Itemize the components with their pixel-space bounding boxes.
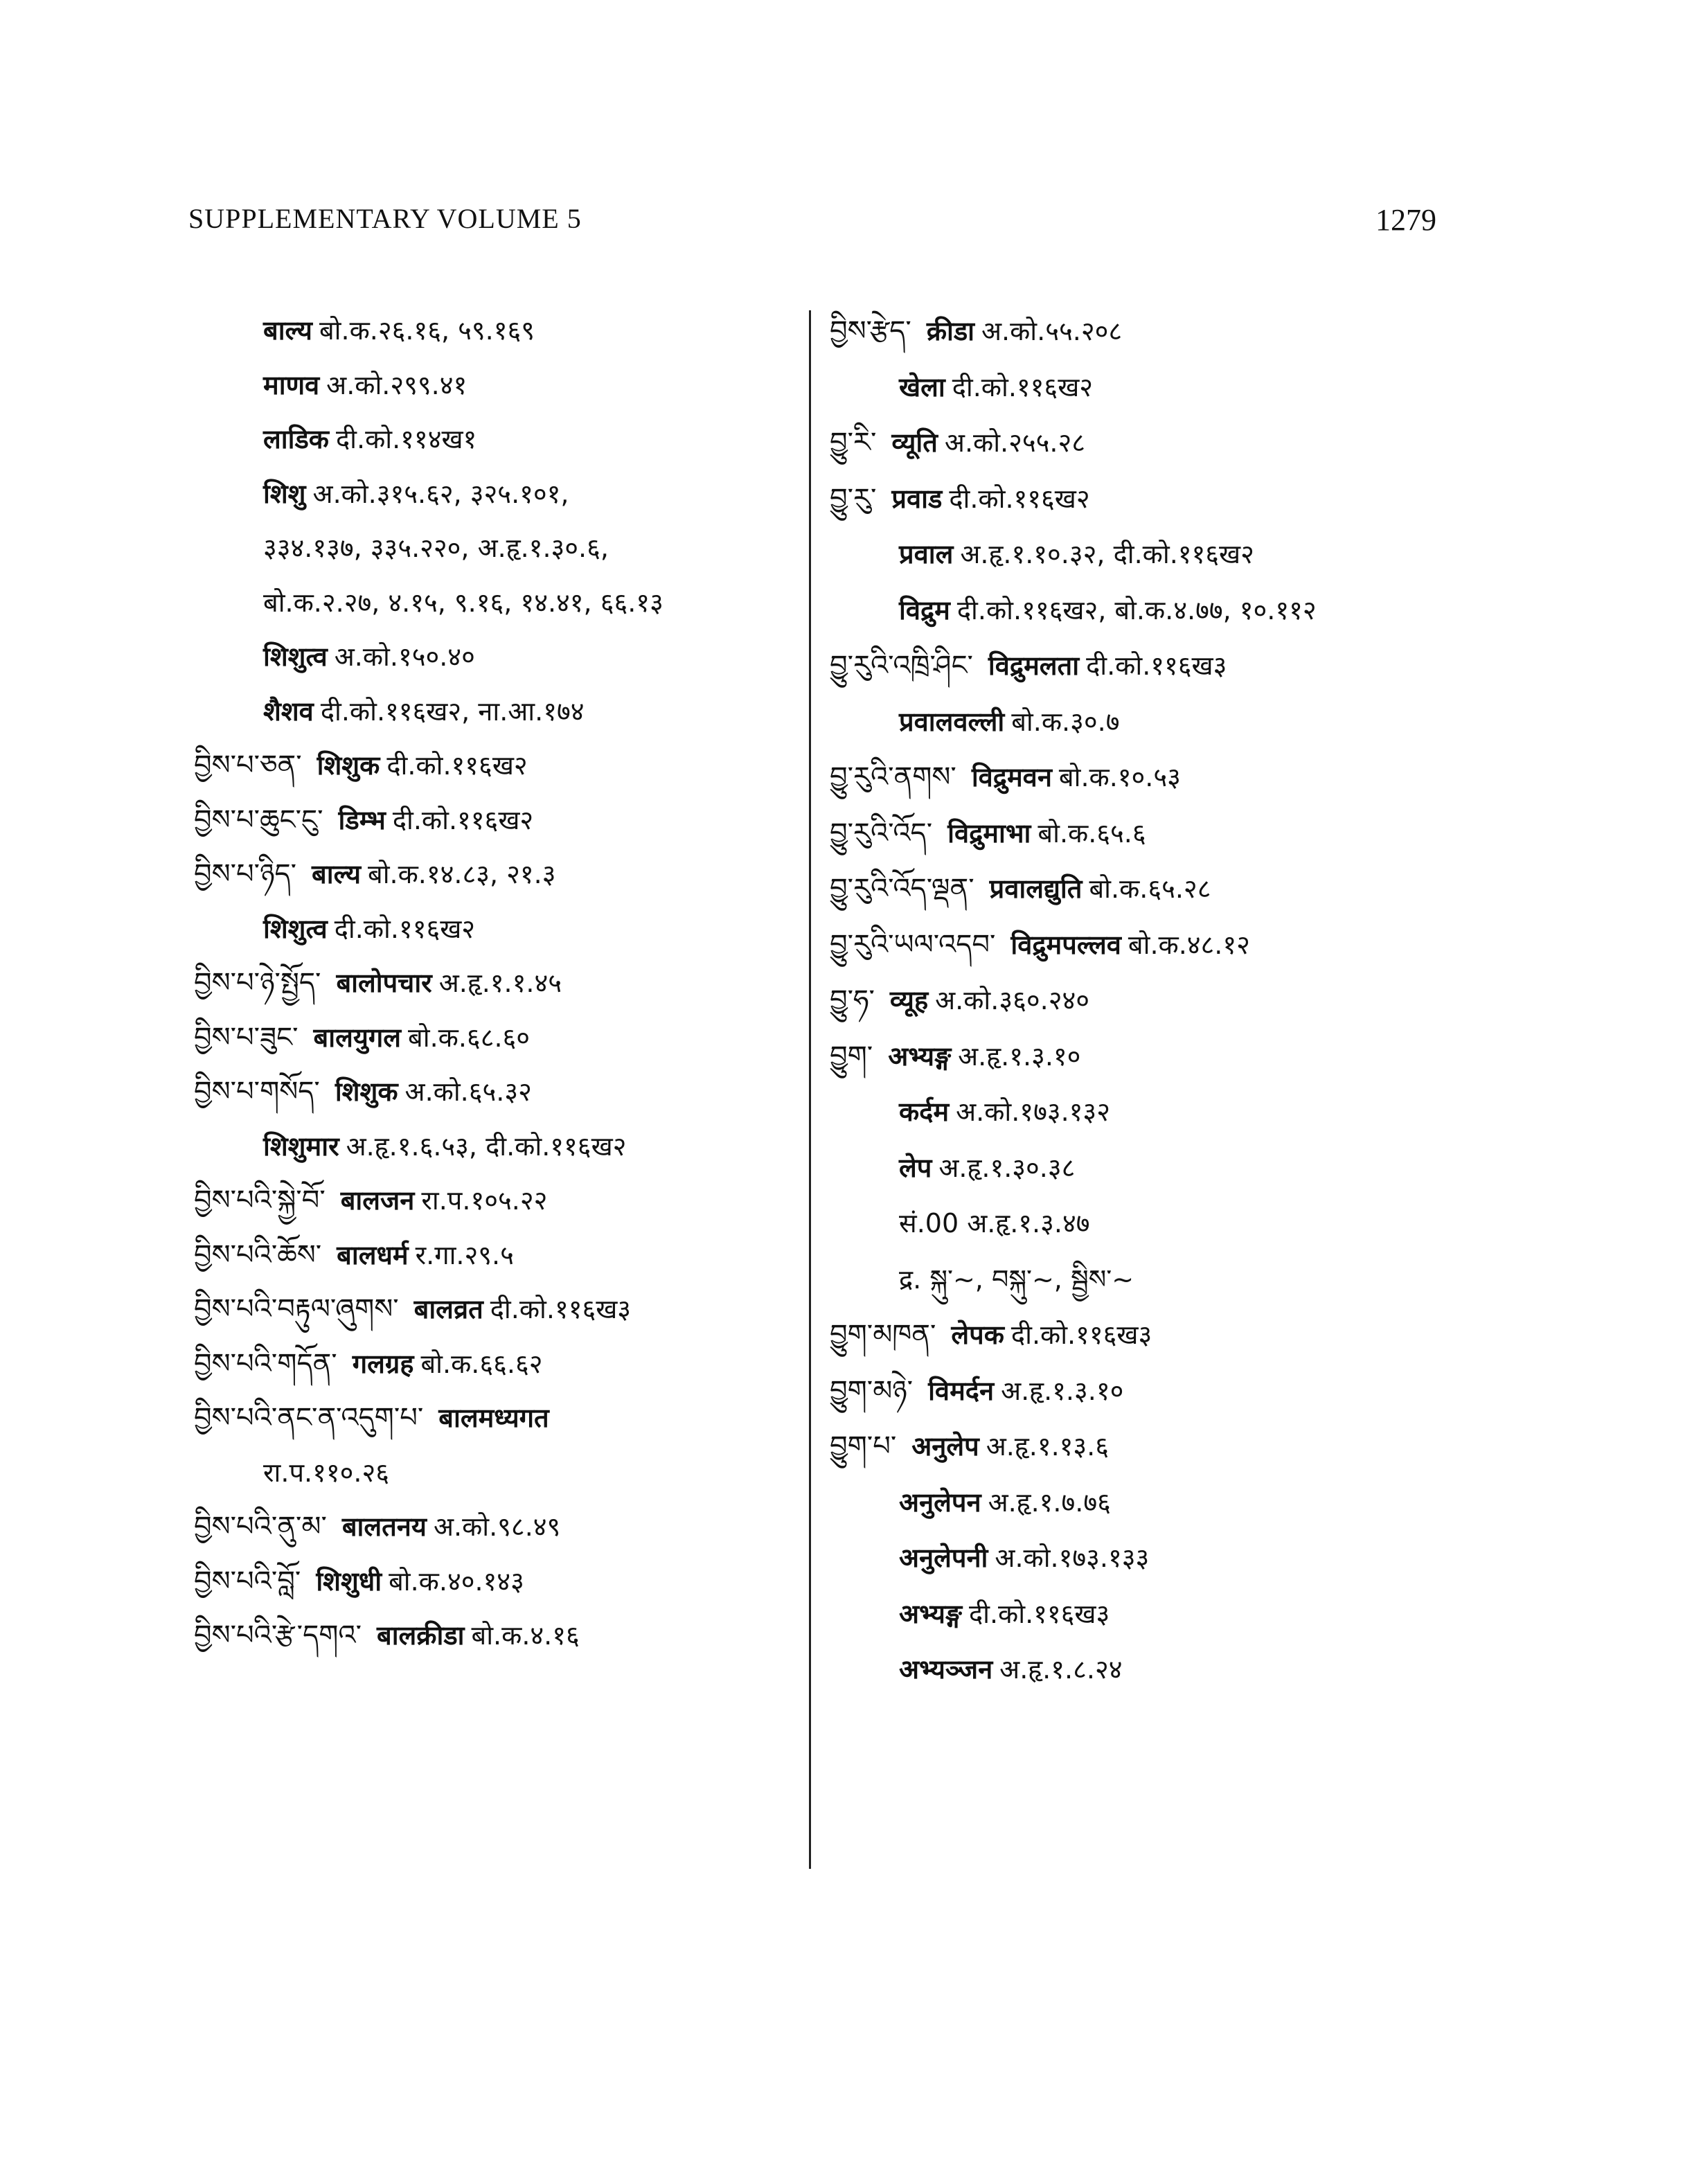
dictionary-entry (194, 358, 803, 413)
dictionary-entry (830, 415, 1495, 471)
dictionary-entry (194, 738, 803, 793)
dictionary-entry (830, 1029, 1495, 1085)
dictionary-entry (830, 1586, 1495, 1642)
dictionary-entry (194, 1500, 803, 1554)
tibetan-headword: བྱུ་རུ་ (830, 482, 877, 515)
sanskrit-equivalent: विद्रुमाभा (947, 817, 1031, 849)
sanskrit-equivalent: शिशु (263, 478, 306, 509)
dictionary-entry (830, 1084, 1495, 1140)
tibetan-headword: བྱིས་པའི་ནུ་མ་ (194, 1511, 327, 1543)
sanskrit-equivalent: बालक्रीडा (377, 1620, 465, 1651)
sanskrit-equivalent: शिशुक (317, 750, 380, 781)
tibetan-headword: བྱིས་པའི་ནང་ན་འདུག་པ་ (194, 1402, 424, 1434)
source-reference: द्र. སྐུ་~, བསྐུ་~, སྦྱིས་~ (899, 1263, 1134, 1295)
source-reference: अ.हृ.१.६.५३, दी.को.११६ख२ (346, 1130, 627, 1162)
sanskrit-equivalent: बालोपचार (336, 968, 432, 998)
source-reference: अ.को.२५५.२८ (944, 427, 1086, 458)
dictionary-entry (194, 1608, 803, 1663)
tibetan-headword: བྱུག་མཉེ་ (830, 1374, 914, 1407)
tibetan-headword: བྱུག་པ་ (830, 1430, 897, 1462)
dictionary-entry (830, 1530, 1495, 1586)
dictionary-entry (194, 1337, 803, 1392)
source-reference: दी.को.११६ख२ (952, 371, 1094, 402)
dictionary-entry (830, 1475, 1495, 1531)
tibetan-headword: བྱུ་རུའི་འོད་ལྡན་ (830, 873, 974, 905)
dictionary-entry (830, 917, 1495, 973)
right-column (830, 303, 1495, 1698)
source-reference: बो.क.१४.८३, २१.३ (368, 859, 556, 889)
tibetan-headword: བྱིས་པའི་རྩེ་དགའ་ (194, 1619, 362, 1651)
sanskrit-equivalent: कर्दम (899, 1097, 950, 1127)
dictionary-entry (830, 303, 1495, 359)
column-divider (809, 310, 811, 1869)
sanskrit-equivalent: व्यूह (889, 985, 929, 1015)
sanskrit-equivalent: शिशुत्व (263, 913, 328, 944)
dictionary-entry (830, 638, 1495, 694)
sanskrit-equivalent: अनुलेप (911, 1431, 979, 1462)
dictionary-entry (194, 1011, 803, 1065)
tibetan-headword: བྱིས་པའི་སྐྱེ་བོ་ (194, 1184, 326, 1216)
running-head: SUPPLEMENTARY VOLUME 5 (188, 203, 582, 234)
sanskrit-equivalent: बालयुगल (313, 1022, 402, 1053)
source-reference: रा.प.११०.२६ (263, 1457, 390, 1488)
source-reference: बो.क.६८.६० (408, 1022, 531, 1053)
sanskrit-equivalent: बालधर्म (337, 1239, 409, 1270)
dictionary-entry (194, 847, 803, 902)
sanskrit-equivalent: शैशव (263, 695, 314, 727)
sanskrit-equivalent: शिशुमार (263, 1130, 339, 1162)
source-reference: बो.क.४०.१४३ (389, 1565, 524, 1597)
dictionary-entry (194, 467, 803, 522)
sanskrit-equivalent: लेप (899, 1152, 932, 1183)
dictionary-entry (194, 684, 803, 739)
dictionary-entry (830, 471, 1495, 527)
source-reference: अ.हृ.१.७.७६ (988, 1486, 1111, 1518)
sanskrit-equivalent: बालजन (340, 1185, 415, 1216)
source-reference: बो.क.६५.२८ (1089, 873, 1211, 904)
tibetan-headword: བྱུ་རུའི་འོད་ (830, 817, 933, 849)
source-reference: सं.00 अ.हृ.१.३.४७ (899, 1208, 1090, 1239)
source-reference: दी.को.११६ख२ (392, 804, 534, 835)
dictionary-entry (830, 1252, 1495, 1308)
source-reference: दी.को.११६ख३ (1086, 650, 1227, 681)
dictionary-entry (830, 1196, 1495, 1252)
tibetan-headword: བྱིས་རྩེད་ (830, 315, 911, 347)
source-reference: दी.को.११६ख३ (968, 1598, 1110, 1629)
dictionary-entry (830, 1140, 1495, 1196)
source-reference: अ.हृ.१.३०.३८ (938, 1152, 1076, 1183)
dictionary-entry (194, 902, 803, 957)
source-reference: बो.क.६६.६२ (420, 1348, 543, 1379)
tibetan-headword: བྱིས་པ་ཅན་ (194, 749, 302, 781)
dictionary-entry (830, 1642, 1495, 1698)
source-reference: बो.क.६५.६ (1037, 817, 1146, 849)
dictionary-entry (194, 1228, 803, 1283)
sanskrit-equivalent: बालतनय (341, 1511, 427, 1542)
source-reference: अ.को.६५.३२ (404, 1076, 532, 1107)
dictionary-entry (194, 412, 803, 467)
source-reference: दी.को.११६ख२, बो.क.४.७७, १०.११२ (956, 594, 1317, 625)
dictionary-entry (194, 1391, 803, 1446)
sanskrit-equivalent: विद्रुमपल्लव (1010, 929, 1121, 960)
sanskrit-equivalent: प्रवालवल्ली (899, 706, 1005, 737)
sanskrit-equivalent: गलग्रह (352, 1348, 414, 1379)
tibetan-headword: བྱུག་མཁན་ (830, 1319, 936, 1351)
dictionary-entry (194, 1446, 803, 1500)
source-reference: अ.को.३१५.६२, ३२५.१०१, (312, 478, 569, 509)
source-reference: अ.को.१५०.४० (334, 641, 475, 672)
dictionary-entry (830, 749, 1495, 806)
source-reference: बो.क.२.२७, ४.१५, ९.१६, १४.४१, ६६.१३ (263, 587, 664, 618)
source-reference: रा.प.१०५.२२ (421, 1185, 548, 1216)
dictionary-entry (830, 806, 1495, 862)
sanskrit-equivalent: विद्रुम (899, 594, 950, 625)
tibetan-headword: བྱིས་པ་ཉེ་སྤྱོད་ (194, 967, 321, 999)
sanskrit-equivalent: शिशुक (335, 1076, 398, 1107)
dictionary-entry (194, 1065, 803, 1119)
dictionary-entry (830, 1419, 1495, 1475)
source-reference: अ.हृ.१.१.४५ (438, 968, 562, 998)
dictionary-entry (194, 1173, 803, 1228)
sanskrit-equivalent: प्रवालद्युति (989, 873, 1083, 904)
page-number: 1279 (1375, 203, 1436, 237)
sanskrit-equivalent: खेला (899, 371, 945, 402)
source-reference: दी.को.११६ख२ (334, 913, 476, 944)
sanskrit-equivalent: विद्रुमलता (988, 650, 1080, 681)
dictionary-entry (194, 1282, 803, 1337)
dictionary-entry (830, 583, 1495, 639)
sanskrit-equivalent: व्यूति (891, 427, 938, 458)
sanskrit-equivalent: प्रवाड (891, 483, 943, 514)
source-reference: अ.हृ.१.३.१० (958, 1040, 1081, 1072)
source-reference: बो.क.२६.१६, ५९.१६९ (319, 315, 535, 346)
tibetan-headword: བྱུ་རུའི་འཁྲི་ཤིང་ (830, 650, 973, 682)
source-reference: अ.को.९८.४९ (433, 1511, 561, 1542)
dictionary-entry (830, 359, 1495, 416)
sanskrit-equivalent: विद्रुमवन (971, 762, 1052, 792)
source-reference: अ.को.२९९.४१ (326, 369, 467, 400)
dictionary-entry (194, 630, 803, 684)
tibetan-headword: བྱུ་རི་ (830, 427, 877, 459)
dictionary-entry (830, 973, 1495, 1029)
dictionary-entry (194, 303, 803, 358)
dictionary-entry (194, 1119, 803, 1174)
sanskrit-equivalent: अभ्यङ्ग (899, 1598, 962, 1629)
source-reference: अ.हृ.१.८.२४ (999, 1654, 1123, 1685)
tibetan-headword: བྱུག་ (830, 1040, 873, 1072)
sanskrit-equivalent: बालव्रत (413, 1294, 483, 1324)
sanskrit-equivalent: लाडिक (263, 424, 329, 454)
tibetan-headword: བྱུ་རུའི་ནགས་ (830, 761, 956, 793)
tibetan-headword: བྱིས་པ་གསོད་ (194, 1076, 320, 1108)
dictionary-entry (194, 1554, 803, 1609)
tibetan-headword: བྱུ་ཧ་ (830, 984, 875, 1016)
sanskrit-equivalent: माणव (263, 369, 320, 400)
sanskrit-equivalent: बाल्य (312, 859, 361, 889)
sanskrit-equivalent: अभ्यङ्ग (888, 1040, 952, 1072)
tibetan-headword: བྱུ་རུའི་ཡལ་འདབ་ (830, 928, 996, 961)
sanskrit-equivalent: विमर्दन (928, 1375, 995, 1406)
dictionary-entry (830, 526, 1495, 583)
tibetan-headword: བྱིས་པ་ཟུང་ (194, 1021, 299, 1054)
sanskrit-equivalent: बाल्य (263, 315, 312, 346)
sanskrit-equivalent: शिशुधी (316, 1565, 382, 1597)
source-reference: र.गा.२९.५ (415, 1239, 514, 1270)
dictionary-entry (830, 1307, 1495, 1363)
source-reference: अ.को.३६०.२४० (935, 985, 1089, 1015)
source-reference: अ.को.१७३.१३२ (956, 1097, 1110, 1127)
sanskrit-equivalent: लेपक (951, 1320, 1004, 1350)
dictionary-entry (194, 576, 803, 630)
dictionary-entry (194, 521, 803, 576)
source-reference: बो.क.४.१६ (471, 1620, 580, 1651)
source-reference: दी.को.११६ख३ (490, 1294, 632, 1324)
source-reference: बो.क.४८.१२ (1128, 929, 1250, 960)
left-column (194, 303, 803, 1663)
source-reference: दी.को.११६ख२ (386, 750, 528, 781)
sanskrit-equivalent: शिशुत्व (263, 641, 328, 672)
sanskrit-equivalent: अभ्यञ्जन (899, 1654, 993, 1685)
source-reference: दी.को.११६ख२, ना.आ.१७४ (320, 695, 585, 727)
source-reference: ३३४.१३७, ३३५.२२०, अ.हृ.१.३०.६, (263, 533, 609, 563)
sanskrit-equivalent: प्रवाल (899, 539, 954, 569)
dictionary-entry (830, 861, 1495, 917)
source-reference: बो.क.३०.७ (1011, 706, 1120, 737)
sanskrit-equivalent: क्रीडा (926, 316, 975, 346)
source-reference: बो.क.१०.५३ (1058, 762, 1181, 792)
sanskrit-equivalent: बालमध्यगत (438, 1403, 549, 1433)
dictionary-entry (194, 793, 803, 848)
source-reference: दी.को.११४ख१ (335, 424, 477, 454)
source-reference: अ.हृ.१.१०.३२, दी.को.११६ख२ (960, 539, 1254, 569)
dictionary-entry (830, 1363, 1495, 1419)
source-reference: दी.को.११६ख३ (1010, 1320, 1152, 1350)
source-reference: दी.को.११६ख२ (949, 483, 1090, 514)
tibetan-headword: བྱིས་པའི་གདོན་ (194, 1347, 337, 1380)
dictionary-entry (830, 694, 1495, 750)
sanskrit-equivalent: डिम्भ (338, 804, 386, 835)
dictionary-entry (194, 956, 803, 1011)
tibetan-headword: བྱིས་པ་ཆུང་ངུ་ (194, 804, 323, 836)
sanskrit-equivalent: अनुलेपनी (899, 1543, 988, 1573)
source-reference: अ.को.१७३.१३३ (995, 1543, 1150, 1573)
tibetan-headword: བྱིས་པའི་ཆོས་ (194, 1239, 322, 1271)
tibetan-headword: བྱིས་པའི་བློ་ (194, 1565, 301, 1597)
source-reference: अ.को.५५.२०८ (981, 316, 1123, 346)
source-reference: अ.हृ.१.३.१० (1001, 1375, 1124, 1406)
source-reference: अ.हृ.१.१३.६ (986, 1431, 1110, 1462)
tibetan-headword: བྱིས་པའི་བརྟུལ་ཞུགས་ (194, 1293, 399, 1325)
tibetan-headword: བྱིས་པ་ཉིད་ (194, 858, 297, 890)
sanskrit-equivalent: अनुलेपन (899, 1486, 981, 1518)
